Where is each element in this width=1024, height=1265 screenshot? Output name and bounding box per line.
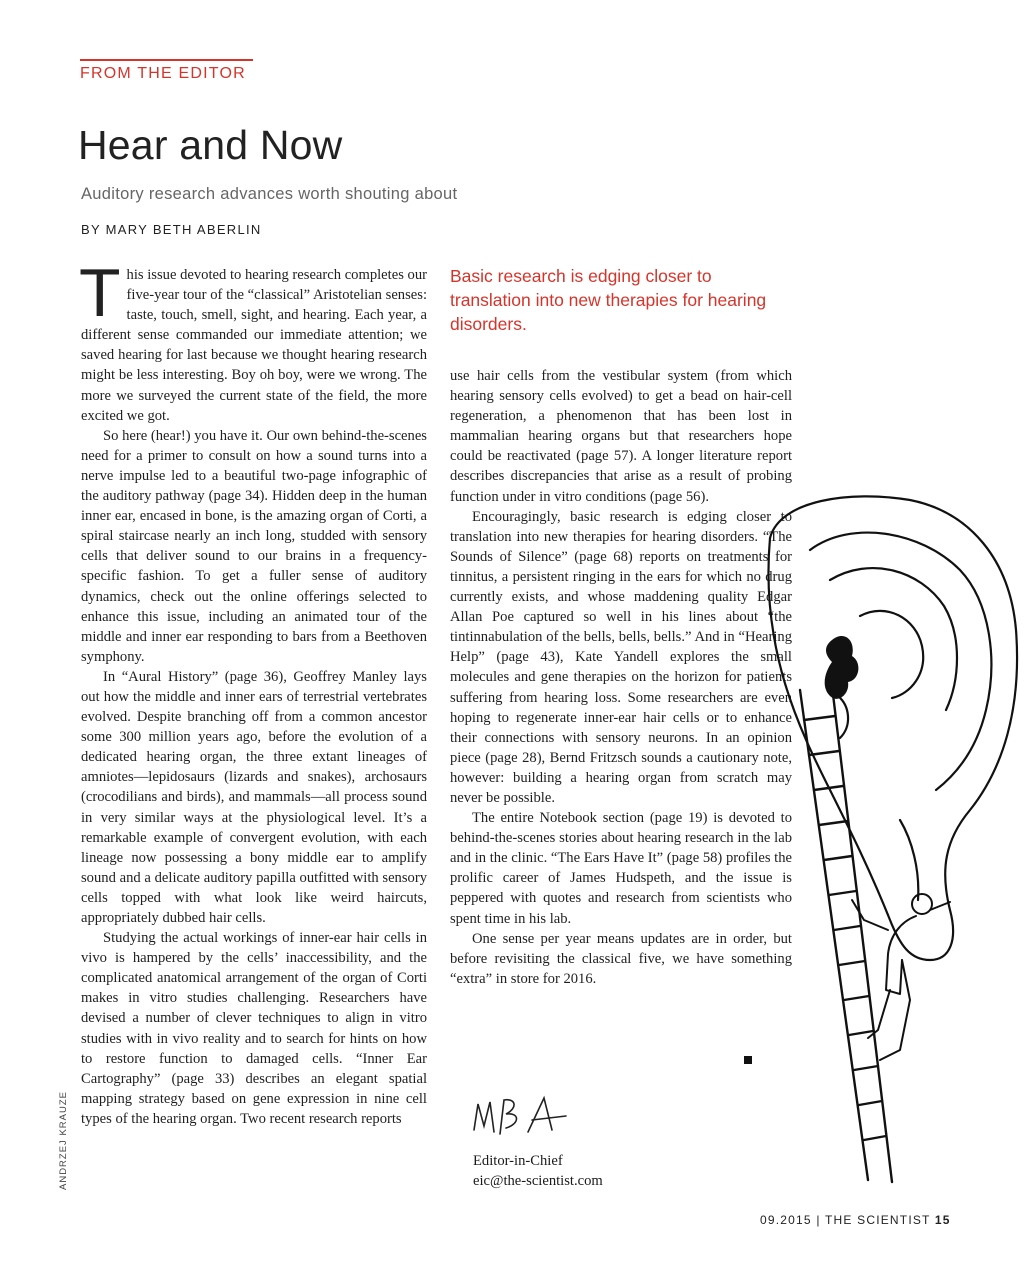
deck-subtitle: Auditory research advances worth shouting about — [81, 185, 458, 203]
paragraph: So here (hear!) you have it. Our own behind-the-scenes need for a primer to consult on how a sound turns into a nerve impulse led to a beautiful two-page infographic of the auditory pathway (page 34). Hidden deep in the human inner ear, encased in bone, is the amazing organ of Corti, a spiral staircase nearly an inch long, studded with sensory cells that deliver sound to our brains in a frequency-specific fashion. To get a fuller sense of auditory dynamics, check out the online offerings selected to enhance this issue, including an animated tour of the middle and inner ear responding to bars from a Beethoven symphony. — [81, 427, 427, 665]
section-label: FROM THE EDITOR — [80, 65, 246, 82]
byline: BY MARY BETH ABERLIN — [81, 222, 262, 237]
page-footer — [760, 1213, 951, 1227]
footer-separator: | — [816, 1213, 821, 1227]
paragraph: One sense per year means updates are in order, but before revisiting the classical five, we have something “extra” in store for 2016. — [450, 930, 792, 987]
paragraph-text: his issue devoted to hearing research completes our five-year tour of the “classical” Aristotelian senses: taste, touch, smell, sight, and hearing. Each year, a different sense commanded our immediate attention; we saved hearing for last because we thought hearing research might be less interesting. Boy oh boy, were we wrong. The more we surveyed the current state of the field, the more excited we got. — [81, 267, 427, 424]
drop-cap: T — [79, 255, 121, 331]
publication-name: THE SCIENTIST — [824, 1213, 931, 1227]
paragraph: Encouragingly, basic research is edging closer to translation into new therapies for hearing disorders. “The Sounds of Silence” (page 68) reports on treatments for tinnitus, a persistent ringing in the ears for which no drug currently exists, and whose maddening quality Edgar Allan Poe captured so well in his lines about “the tintinnabulation of the bells, bells, bells.” And in “Hearing Help” (page 43), Kate Yandell explores the small molecules and gene therapies on the horizon for patients suffering from hearing loss. Some researchers are even hoping to regenerate inner-ear hair cells or to enhance their connections with sensory neurons. In an opinion piece (page 28), Bernd Fritzsch sounds a cautionary note, however: building a hearing organ from scratch may never be possible. — [450, 508, 792, 806]
ear-ladder-illustration — [740, 490, 1024, 1230]
page-title: Hear and Now — [78, 122, 343, 168]
illustration-credit: ANDRZEJ KRAUZE — [58, 1091, 69, 1190]
issue-date: 09.2015 — [760, 1213, 812, 1227]
signature — [470, 1090, 580, 1144]
pull-quote: Basic research is edging closer to translation into new therapies for hearing disorders. — [450, 266, 767, 334]
page-number: 15 — [934, 1213, 951, 1227]
signoff-role: Editor-in-Chief — [473, 1153, 563, 1169]
paragraph: use hair cells from the vestibular system (from which hearing sensory cells evolved) to get a bead on hair-cell regeneration, a phenomenon that has been lost in mammalian hearing organs but that researchers hope could be reactivated (page 57). A longer literature report describes discrepancies that arise as a result of probing function under in vitro conditions (page 56). — [450, 368, 792, 505]
signoff-email: eic@the-scientist.com — [473, 1173, 603, 1189]
paragraph: Studying the actual workings of inner-ear hair cells in vivo is hampered by the cells’ inaccessibility, and the complicated anatomical arrangement of the organ of Corti makes in vitro studies challenging. Researchers have devised a number of clever techniques to align in vitro studies with in vivo reality and to search for hints on how to restore function to damaged cells. “Inner Ear Cartography” (page 33) describes an elegant spatial mapping strategy based on gene expression in nine cell types of the hearing organ. Two recent research reports — [81, 930, 427, 1127]
paragraph — [79, 255, 427, 426]
paragraph: In “Aural History” (page 36), Geoffrey Manley lays out how the middle and inner ears of terrestrial vertebrates evolved. Despite branching off from a common ancestor some 300 million years ago, before the evolution of a dedicated hearing organ, the three extant lineages of amniotes—lepidosaurs (lizards and snakes), archosaurs (crocodilians and birds), and mammals—all process sound in very similar ways at the physiological level. It’s a remarkable example of convergent evolution, with each lineage now possessing a bony middle ear to amplify sound and a delicate auditory papilla outfitted with sensory cells topped with what look like weird haircuts, appropriately dubbed hair cells. — [81, 668, 427, 926]
section-rule — [80, 59, 253, 61]
paragraph: The entire Notebook section (page 19) is devoted to behind-the-scenes stories about hearing research in the lab and in the clinic. “The Ears Have It” (page 58) profiles the prolific career of James Hudspeth, and the issue is peppered with quotes and research from scientists who spent time in his lab. — [450, 810, 792, 927]
article-column-left — [79, 255, 427, 1129]
